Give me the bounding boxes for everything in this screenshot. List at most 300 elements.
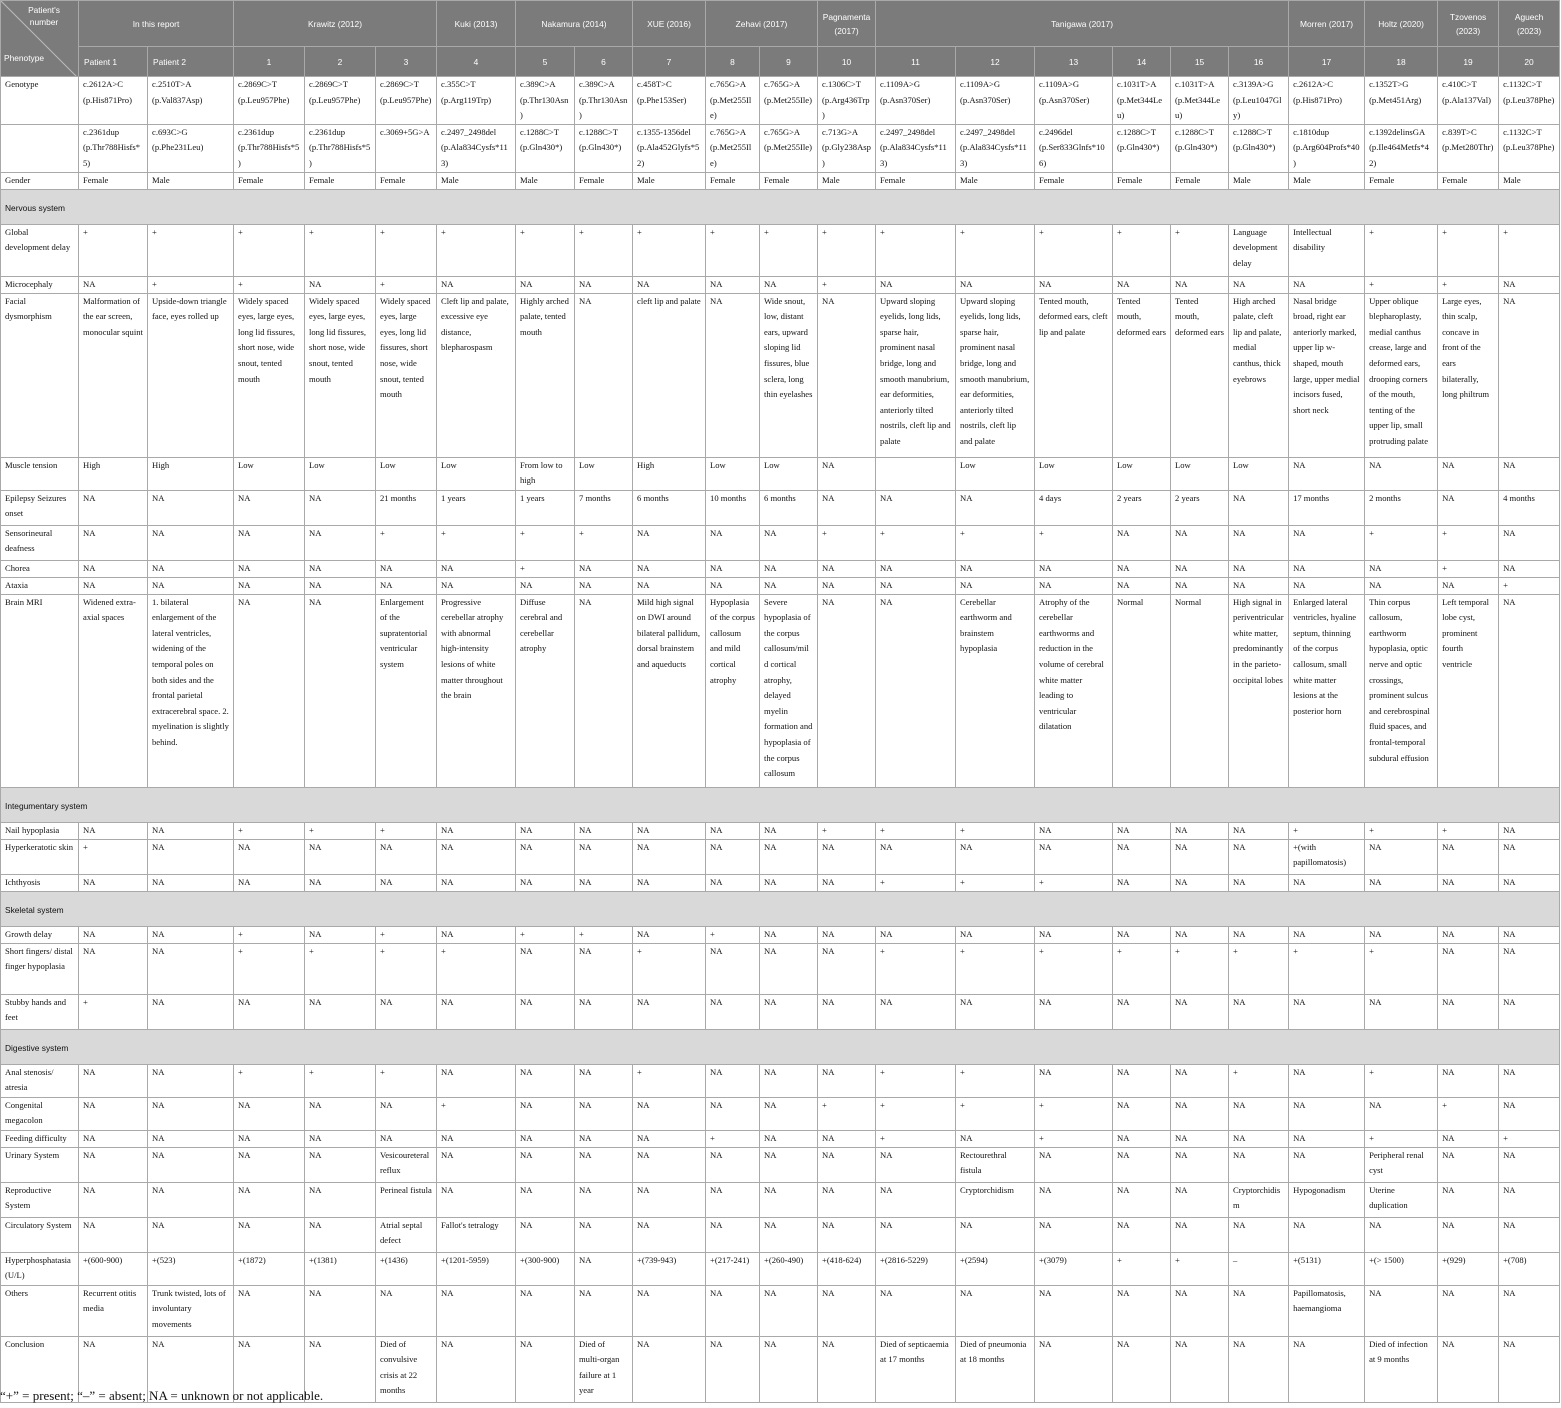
table-cell: 1. bilateral enlargement of the lateral ventricles, widening of the temporal poles on both sides and the frontal parietal extracerebral space. 2. myelination is slightly behind. [148,594,234,787]
table-cell: NA [818,1217,876,1252]
table-cell: NA [1035,276,1113,293]
table-cell: Female [1438,172,1499,189]
table-cell: NA [818,1336,876,1402]
table-cell: NA [148,490,234,525]
table-cell: NA [1438,839,1499,874]
table-cell: NA [1171,1217,1229,1252]
table-cell: + [516,926,575,943]
table-cell: NA [706,577,760,594]
table-cell: + [234,822,305,839]
table-cell: NA [234,874,305,891]
table-cell: NA [1171,1336,1229,1402]
table-cell: NA [79,490,148,525]
table-cell: NA [1229,1147,1289,1182]
table-cell: + [305,1064,376,1097]
table-cell: c.2612A>C (p.His871Pro) [1289,77,1365,125]
table-cell: Cleft lip and palate, excessive eye distance, blepharospasm [437,293,516,457]
table-cell: NA [234,1182,305,1217]
table-cell: High [148,457,234,490]
phenotype-label-cell: Conclusion [1,1336,79,1402]
table-cell: Intellectual disability [1289,224,1365,276]
table-cell: NA [148,1336,234,1402]
table-cell: NA [706,943,760,994]
table-cell: Male [148,172,234,189]
table-cell: NA [876,1147,956,1182]
table-cell: + [876,822,956,839]
table-cell: NA [79,822,148,839]
table-cell: NA [1113,560,1171,577]
table-cell: + [818,276,876,293]
table-cell: NA [516,1064,575,1097]
section-header-row [1,891,1560,926]
table-cell: NA [1229,874,1289,891]
table-cell: NA [1499,926,1560,943]
table-cell: NA [437,926,516,943]
table-cell: NA [956,1217,1035,1252]
table-cell: NA [1289,926,1365,943]
table-cell: NA [1499,525,1560,560]
table-cell: NA [376,577,437,594]
patient-number-header: 14 [1113,47,1171,77]
table-cell: NA [1289,1147,1365,1182]
table-cell: NA [1113,1182,1171,1217]
table-cell: NA [79,276,148,293]
table-cell: Fallot's tetralogy [437,1217,516,1252]
table-cell: NA [516,1182,575,1217]
phenotype-label-cell: Hyperphosphatasia (U/L) [1,1252,79,1285]
table-cell: + [1229,943,1289,994]
table-cell: NA [148,1130,234,1147]
table-cell: Progressive cerebellar atrophy with abnormal high-intensity lesions of white matter throughout the brain [437,594,516,787]
table-cell: NA [706,560,760,577]
table-cell: NA [305,490,376,525]
table-cell: Widely spaced eyes, large eyes, long lid fissures, short nose, wide snout, tented mouth [376,293,437,457]
table-cell: c.1109A>G (p.Asn370Ser) [1035,77,1113,125]
patient-number-header: 10 [818,47,876,77]
table-row [1,560,1560,577]
table-cell: NA [1171,276,1229,293]
table-cell: Hypogonadism [1289,1182,1365,1217]
table-cell: NA [760,1336,818,1402]
table-cell: + [234,224,305,276]
phenotype-label-cell: Congenital megacolon [1,1097,79,1130]
table-cell: NA [575,1285,633,1336]
table-cell: NA [305,1147,376,1182]
table-cell: + [1365,276,1438,293]
table-cell: c.1288C>T (p.Gln430*) [516,124,575,172]
phenotype-label-cell: Ichthyosis [1,874,79,891]
phenotype-label-cell: Sensorineural deafness [1,525,79,560]
table-cell: c.1031T>A (p.Met344Leu) [1113,77,1171,125]
phenotype-label-cell: Microcephaly [1,276,79,293]
table-cell: NA [818,874,876,891]
table-cell: NA [1171,926,1229,943]
table-cell: + [956,943,1035,994]
table-cell: NA [818,943,876,994]
table-cell: NA [633,994,706,1029]
table-cell: NA [1229,1285,1289,1336]
table-cell: + [376,926,437,943]
table-cell: c.355C>T (p.Arg119Trp) [437,77,516,125]
table-cell: Malformation of the ear screen, monocular squint [79,293,148,457]
table-cell: NA [79,577,148,594]
table-cell: NA [1035,1064,1113,1097]
table-cell: + [437,525,516,560]
table-cell: + [1113,224,1171,276]
table-cell: + [1438,822,1499,839]
table-cell: + [956,1064,1035,1097]
table-cell: NA [1438,1064,1499,1097]
table-cell: NA [376,839,437,874]
table-cell: NA [1171,822,1229,839]
table-cell: + [79,994,148,1029]
table-cell: + [305,224,376,276]
table-cell: NA [305,1097,376,1130]
table-cell: NA [1289,1130,1365,1147]
table-cell: NA [516,839,575,874]
table-cell: NA [818,926,876,943]
table-cell: Normal [1113,594,1171,787]
patient-number-header: 16 [1229,47,1289,77]
table-row [1,525,1560,560]
table-cell: NA [876,594,956,787]
table-cell: c.1810dup (p.Arg604Profs*40) [1289,124,1365,172]
table-cell: NA [234,1130,305,1147]
table-cell: Low [1113,457,1171,490]
table-cell: NA [1499,1147,1560,1182]
table-cell: + [1035,874,1113,891]
table-cell: Low [760,457,818,490]
table-cell: + [305,943,376,994]
table-cell: Widely spaced eyes, large eyes, long lid fissures, short nose, wide snout, tented mouth [305,293,376,457]
table-row [1,577,1560,594]
table-cell: NA [1171,1285,1229,1336]
patient-number-header: 9 [760,47,818,77]
table-cell: + [1499,577,1560,594]
table-cell: + [1438,525,1499,560]
table-cell: NA [760,1285,818,1336]
table-cell: Male [516,172,575,189]
table-cell: NA [234,1285,305,1336]
table-cell: Wide snout, low, distant ears, upward sloping lid fissures, blue sclera, long thin eyelashes [760,293,818,457]
table-cell: NA [1499,293,1560,457]
table-cell: + [437,1097,516,1130]
table-cell: Died of convulsive crisis at 22 months [376,1336,437,1402]
table-cell: NA [1035,1217,1113,1252]
table-cell: + [1035,943,1113,994]
table-cell: c.765G>A (p.Met255Ile) [706,124,760,172]
table-cell: NA [234,1147,305,1182]
table-cell: NA [760,822,818,839]
study-group-header: Tzovenos (2023) [1438,1,1499,47]
table-cell: + [1289,943,1365,994]
table-cell: + [1365,822,1438,839]
patient-number-header: 13 [1035,47,1113,77]
table-cell: 17 months [1289,490,1365,525]
section-header-row [1,787,1560,822]
table-cell: NA [633,1285,706,1336]
table-cell: NA [1171,874,1229,891]
table-row [1,1252,1560,1285]
table-cell: NA [1171,1147,1229,1182]
table-cell: NA [1499,1285,1560,1336]
table-cell: NA [148,1217,234,1252]
table-cell: Uterine duplication [1365,1182,1438,1217]
table-cell: + [1365,943,1438,994]
table-row [1,276,1560,293]
table-cell: NA [516,577,575,594]
table-cell: Recurrent otitis media [79,1285,148,1336]
table-cell: + [79,839,148,874]
table-cell: NA [760,1182,818,1217]
table-cell: Severe hypoplasia of the corpus callosum/mild cortical atrophy, delayed myelin formation and hypoplasia of the corpus callosum [760,594,818,787]
table-cell: NA [818,490,876,525]
table-cell: NA [79,1147,148,1182]
table-cell: NA [633,1182,706,1217]
table-cell: NA [79,1130,148,1147]
table-cell: NA [516,822,575,839]
table-cell: NA [1438,1285,1499,1336]
table-cell: NA [876,1182,956,1217]
table-cell: NA [633,839,706,874]
table-cell: NA [575,839,633,874]
table-cell: NA [1113,1064,1171,1097]
table-cell: + [234,943,305,994]
table-cell: Female [376,172,437,189]
table-cell: 6 months [633,490,706,525]
table-cell: NA [760,1217,818,1252]
table-cell: NA [706,293,760,457]
table-cell: NA [706,525,760,560]
table-cell: + [1035,1097,1113,1130]
table-cell: NA [706,1182,760,1217]
patient-number-header: 17 [1289,47,1365,77]
table-cell: + [876,1064,956,1097]
phenotype-label-cell: Others [1,1285,79,1336]
table-cell: Male [1499,172,1560,189]
table-cell: NA [1171,1097,1229,1130]
table-cell: c.693C>G (p.Phe231Leu) [148,124,234,172]
table-cell: 2 years [1171,490,1229,525]
table-cell: + [575,224,633,276]
section-title: Skeletal system [1,891,1560,926]
study-group-header: Morren (2017) [1289,1,1365,47]
table-cell: NA [760,1097,818,1130]
table-cell: NA [1499,560,1560,577]
table-cell: NA [1035,822,1113,839]
table-cell: NA [1289,874,1365,891]
table-cell: High signal in periventricular white matter, predominantly in the parieto-occipital lobes [1229,594,1289,787]
table-cell: NA [575,1097,633,1130]
table-cell: c.2361dup (p.Thr788Hisfs*5) [234,124,305,172]
table-cell: NA [1438,943,1499,994]
patient-number-header: 12 [956,47,1035,77]
table-cell: NA [876,1217,956,1252]
table-cell: Low [305,457,376,490]
table-cell: + [376,943,437,994]
table-cell: Left temporal lobe cyst, prominent fourth ventricle [1438,594,1499,787]
table-cell: Hypoplasia of the corpus callosum and mild cortical atrophy [706,594,760,787]
patient-number-header: 11 [876,47,956,77]
table-cell: c.1132C>T (p.Leu378Phe) [1499,77,1560,125]
table-cell: +(2594) [956,1252,1035,1285]
table-cell: NA [1365,1097,1438,1130]
section-header-row [1,1029,1560,1064]
table-cell: +(929) [1438,1252,1499,1285]
table-cell: c.1288C>T (p.Gln430*) [575,124,633,172]
phenotype-label-cell: Epilepsy Seizures onset [1,490,79,525]
table-cell: + [1365,1064,1438,1097]
table-cell: NA [575,1217,633,1252]
patient-number-header: 7 [633,47,706,77]
table-cell: – [1229,1252,1289,1285]
study-group-header: Zehavi (2017) [706,1,818,47]
table-cell: NA [234,577,305,594]
table-cell: NA [516,874,575,891]
table-cell: c.765G>A (p.Met255Ile) [706,77,760,125]
table-cell: NA [876,577,956,594]
table-cell: NA [1289,577,1365,594]
table-cell: NA [148,994,234,1029]
table-cell: NA [1229,822,1289,839]
phenotype-label-cell: Circulatory System [1,1217,79,1252]
table-cell: NA [437,994,516,1029]
table-cell: Male [633,172,706,189]
table-cell: + [79,224,148,276]
table-cell: NA [706,994,760,1029]
table-cell: NA [1438,994,1499,1029]
table-cell: Widened extra-axial spaces [79,594,148,787]
table-cell: NA [376,1285,437,1336]
table-cell: + [516,224,575,276]
table-cell: +(1381) [305,1252,376,1285]
table-cell: NA [1229,1336,1289,1402]
table-cell: +(3079) [1035,1252,1113,1285]
table-cell: NA [1171,839,1229,874]
table-cell: NA [305,577,376,594]
table-cell: c.1031T>A (p.Met344Leu) [1171,77,1229,125]
table-cell: NA [376,560,437,577]
corner-header-cell [1,1,79,77]
table-row [1,839,1560,874]
table-cell: NA [1365,1285,1438,1336]
table-cell: NA [1438,1182,1499,1217]
patient-number-header: 8 [706,47,760,77]
table-cell: Tented mouth, deformed ears, cleft lip and palate [1035,293,1113,457]
table-cell: NA [437,1285,516,1336]
table-cell: NA [516,276,575,293]
table-cell: NA [1229,1217,1289,1252]
table-cell: NA [1113,1336,1171,1402]
table-cell: + [148,276,234,293]
table-cell: NA [1499,822,1560,839]
table-cell: + [1365,224,1438,276]
table-cell: c.713G>A (p.Gly238Asp) [818,124,876,172]
table-cell: NA [1365,560,1438,577]
table-cell: NA [234,839,305,874]
table-cell: NA [1438,490,1499,525]
table-cell: NA [956,577,1035,594]
table-cell: NA [437,1182,516,1217]
table-cell: +(260-490) [760,1252,818,1285]
table-cell: Female [706,172,760,189]
table-cell: Female [1365,172,1438,189]
patient-number-header: 18 [1365,47,1438,77]
table-cell: NA [956,1285,1035,1336]
table-cell: NA [376,1097,437,1130]
table-cell: + [1499,1130,1560,1147]
table-cell: Male [818,172,876,189]
table-row [1,943,1560,994]
table-cell: c.1288C>T (p.Gln430*) [1171,124,1229,172]
table-cell: + [1171,943,1229,994]
table-cell: NA [818,457,876,490]
table-cell: NA [1171,1064,1229,1097]
table-cell: NA [818,839,876,874]
table-cell: NA [1499,1097,1560,1130]
table-cell: NA [79,1064,148,1097]
table-cell: c.2612A>C (p.His871Pro) [79,77,148,125]
table-cell: NA [1113,822,1171,839]
patient-number-header: 3 [376,47,437,77]
table-cell: NA [1113,577,1171,594]
table-cell: NA [575,577,633,594]
table-cell: Highly arched palate, tented mouth [516,293,575,457]
table-cell: NA [1113,525,1171,560]
table-cell: + [234,1064,305,1097]
table-cell: 10 months [706,490,760,525]
table-cell: Cryptorchidism [1229,1182,1289,1217]
table-cell: NA [148,822,234,839]
table-cell: Rectourethral fistula [956,1147,1035,1182]
table-cell: + [818,822,876,839]
table-cell: Widely spaced eyes, large eyes, long lid fissures, short nose, wide snout, tented mouth [234,293,305,457]
table-cell: Tented mouth, deformed ears [1113,293,1171,457]
table-cell: NA [633,525,706,560]
table-cell: Male [1289,172,1365,189]
table-cell: + [1438,560,1499,577]
section-title: Digestive system [1,1029,1560,1064]
phenotype-label-cell: Facial dysmorphism [1,293,79,457]
table-cell: c.1288C>T (p.Gln430*) [1229,124,1289,172]
table-cell: NA [79,1336,148,1402]
table-cell: NA [1365,457,1438,490]
table-cell: NA [148,943,234,994]
table-cell: + [234,276,305,293]
table-cell: NA [818,1130,876,1147]
table-cell: +(2816-5229) [876,1252,956,1285]
table-cell: NA [956,276,1035,293]
table-cell: + [876,874,956,891]
table-cell: NA [956,1130,1035,1147]
table-cell: High [633,457,706,490]
table-cell: NA [575,1147,633,1182]
table-cell: +(300-900) [516,1252,575,1285]
table-cell: Low [956,457,1035,490]
table-cell: NA [706,1285,760,1336]
table-cell: NA [1035,839,1113,874]
table-cell: Low [1229,457,1289,490]
table-cell: NA [1171,577,1229,594]
table-cell: NA [305,874,376,891]
table-cell: NA [516,1336,575,1402]
table-cell: Cryptorchidism [956,1182,1035,1217]
table-cell: NA [876,490,956,525]
table-cell: NA [305,926,376,943]
table-cell: NA [1365,926,1438,943]
table-cell: + [706,224,760,276]
table-cell: NA [706,822,760,839]
